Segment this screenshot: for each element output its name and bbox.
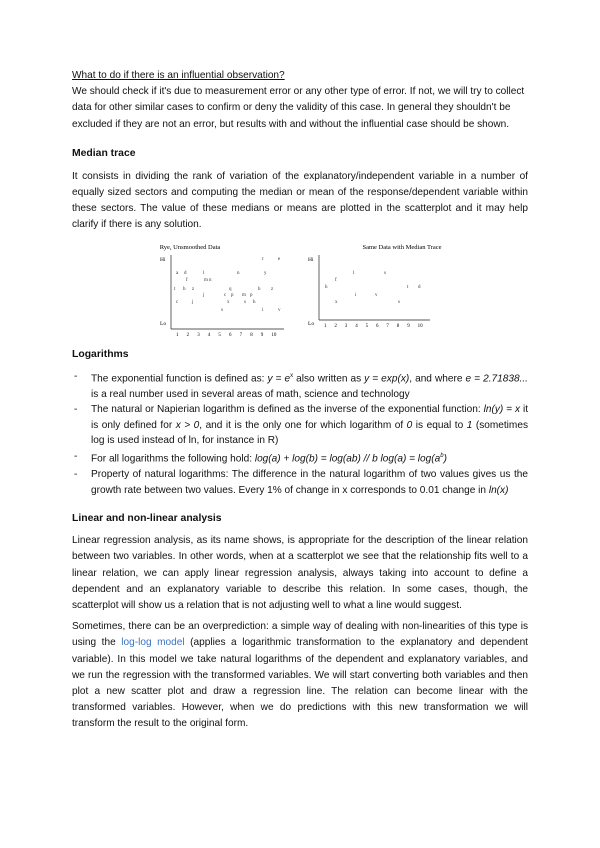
svg-text:d: d [184,270,187,276]
right-x-tick-1: 1 [324,323,327,329]
right-plot-title: Same Data with Median Trace [362,243,442,251]
right-y-hi-label: Hi [308,256,314,263]
left-x-tick-4: 4 [207,332,211,337]
svg-text:f: f [186,277,188,283]
svg-text:x: x [335,299,338,305]
left-x-tick-5: 5 [218,332,221,337]
svg-text:n: n [209,277,212,283]
right-y-lo-label: Lo [308,320,315,327]
nonlinear-paragraph-1: Linear regression analysis, as its name shows, is appropriate for the description of the linear relation between two variables. In other words, when at a scatterplot we see that the relationship fits well to a linear relation, we can apply linear regression analysis, always taking into account to define a dependent and an explanatory variable to describe this relation. In some cases, though, the scatterplot will show us a relation that is not adjusting well to what a line would suggest. [72,535,528,611]
right-x-tick-9: 9 [407,323,410,329]
svg-text:r: r [262,256,264,262]
svg-text:h: h [258,286,261,292]
svg-text:c: c [224,292,227,298]
right-x-tick-8: 8 [396,323,400,329]
svg-text:b: b [183,286,186,292]
right-x-tick-5: 5 [365,323,369,329]
svg-text:h: h [325,284,328,290]
svg-text:d: d [418,284,421,290]
svg-text:a: a [176,270,179,276]
svg-text:s: s [221,307,223,313]
right-x-tick-6: 6 [376,323,379,329]
svg-text:t: t [174,286,176,292]
list-item: - Property of natural logarithms: The difference in the natural logarithm of two values gives us the growth rate between two values. Every 1% of change in x corresponds to 0.01 change in ln(x) [72,467,528,498]
left-x-tick-6: 6 [229,332,232,337]
left-x-tick-labels [176,333,277,337]
svg-text:j: j [192,299,194,305]
svg-text:s: s [244,299,246,305]
svg-text:j: j [203,292,205,298]
list-item: - For all logarithms the following hold: log(a) + log(b) = log(ab) // b $\log(a) = \log(a^b)$ [72,449,528,467]
logarithms-heading: Logarithms [72,348,129,360]
left-x-tick-10: 10 [271,332,277,337]
svg-text:y: y [264,270,267,276]
right-median-letters [325,271,421,305]
nonlinear-heading: Linear and non-linear analysis [72,513,222,525]
list-item: - The exponential function is defined as: $y = e^x$ also written as y = exp(x), and where e = 2.71838... is a real number used in several areas of math, science and technology [72,369,528,403]
svg-text:p: p [231,292,234,298]
svg-text:q: q [229,286,232,292]
svg-text:v: v [375,292,378,298]
left-scatter-letters [174,257,281,313]
svg-text:v: v [278,307,281,313]
svg-text:l: l [203,270,205,276]
svg-text:m: m [242,292,246,298]
median-trace-body: It consists in dividing the rank of variation of the explanatory/independent variable in a number of equally sized sectors and computing the median or mean of the response/dependent variable within these sectors. The value of these medians or means are plotted in the scatterplot and it may help clarify if there is any solution. [72,170,528,231]
document-page [72,68,528,733]
svg-text:i: i [262,307,264,313]
list-item: - The natural or Napierian logarithm is defined as the inverse of the exponential function: ln(y) = x it is only defined for x > 0, and it is the only one for which logarithm of 0 is equal to 1 (sometimes log is used instead of ln, for instance in R) [72,402,528,449]
log-log-model-link[interactable]: log-log model [121,637,185,649]
left-x-tick-7: 7 [239,332,243,337]
left-x-tick-3: 3 [197,332,200,337]
svg-text:h: h [253,299,256,305]
svg-text:f: f [335,277,337,283]
svg-text:e: e [278,256,281,262]
svg-text:z: z [192,286,195,292]
svg-text:p: p [250,292,253,298]
median-trace-heading: Median trace [72,147,136,159]
right-x-tick-3: 3 [344,323,348,329]
svg-text:l: l [353,270,355,276]
logarithms-list [72,369,528,498]
left-x-tick-8: 8 [250,332,253,337]
right-x-tick-2: 2 [334,323,337,329]
right-x-tick-labels [324,324,423,329]
right-x-tick-10: 10 [417,323,423,329]
svg-text:s: s [384,270,386,276]
svg-text:t: t [407,284,409,290]
median-trace-plots [72,241,528,337]
svg-text:z: z [271,286,274,292]
svg-text:x: x [227,299,230,305]
left-x-tick-1: 1 [176,332,179,337]
left-x-tick-2: 2 [186,332,190,337]
svg-text:m: m [204,277,208,283]
left-plot-title: Rye, Unsmoothed Data [159,243,221,251]
left-y-hi-label: Hi [160,256,166,263]
influential-body: We should check if it's due to measurement error or any other type of error. If not, we will try to collect data for other similar cases to confirm or deny the validity of this case. In general they shouldn't be excluded if they are not an error, but results with and without the influential case should be shown. [72,86,525,130]
svg-text:c: c [176,299,179,305]
svg-text:s: s [398,299,400,305]
median-trace-figure [72,241,528,337]
svg-text:i: i [355,292,357,298]
right-x-tick-7: 7 [386,323,389,329]
left-x-tick-9: 9 [260,332,264,337]
influential-heading: What to do if there is an influential observation? [72,70,285,81]
nonlinear-paragraph-2: Sometimes, there can be an overprediction: a simple way of dealing with non-linearities of this type is using the log-log model (applies a logarithmic transformation to the explanatory and dependent variable). In this model we take natural logarithms of the dependent and explanatory variables, and we run the regression with the transformed variables. We will start converting both variables and then plot a new scatter plot and draw a regression line. The relation can become linear with the transformed variables. However, when we do predictions with this new transformation we will transform the result to the original form. [72,621,528,730]
svg-text:n: n [237,270,240,276]
left-y-lo-label: Lo [160,320,167,327]
right-x-tick-4: 4 [355,323,358,329]
